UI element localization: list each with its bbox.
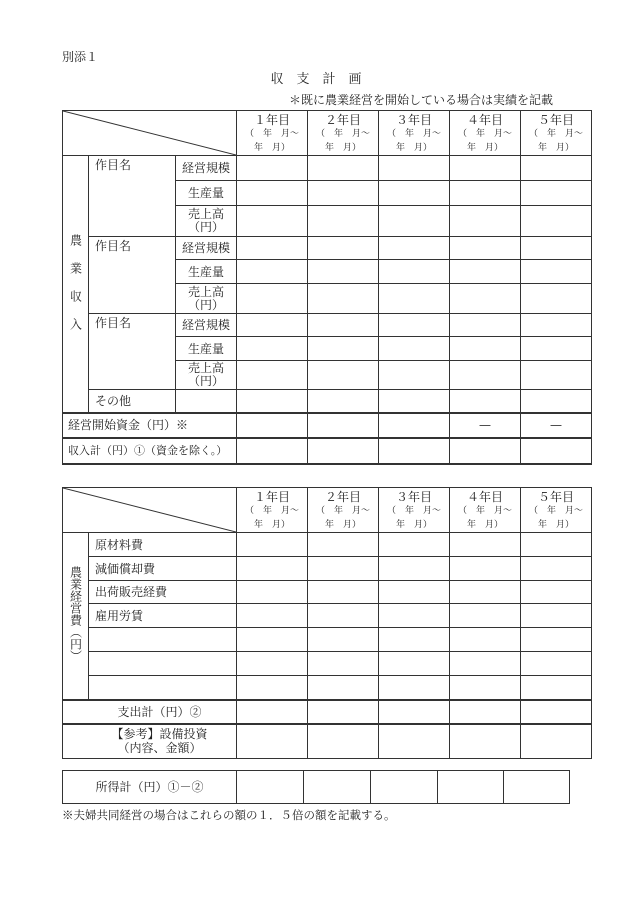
income-total-row — [63, 438, 592, 464]
year-header-1 — [237, 488, 308, 533]
header-corner-cell — [63, 488, 237, 533]
value-cell — [308, 724, 379, 759]
value-cell — [521, 557, 592, 581]
value-cell — [237, 438, 308, 464]
production-label: 生産量 — [176, 337, 237, 361]
value-cell — [379, 676, 450, 700]
value-cell — [521, 700, 592, 724]
value-cell — [521, 206, 592, 237]
value-cell — [379, 206, 450, 237]
header-row — [63, 488, 592, 533]
value-cell — [308, 676, 379, 700]
value-cell — [237, 181, 308, 206]
crop-name-label: 作目名 — [95, 158, 132, 172]
startup-fund-row — [63, 413, 592, 438]
value-cell — [450, 260, 521, 284]
value-cell — [237, 206, 308, 237]
value-cell — [450, 181, 521, 206]
value-cell — [237, 337, 308, 361]
table-row — [63, 628, 592, 652]
year-header-4 — [450, 488, 521, 533]
value-cell — [308, 628, 379, 652]
value-cell — [504, 771, 570, 804]
value-cell — [237, 581, 308, 604]
year-period-start: （ 年 月～ — [315, 506, 370, 516]
value-cell — [450, 438, 521, 464]
year-header-3 — [379, 111, 450, 156]
value-cell — [308, 314, 379, 337]
year-period-end: 年 月） — [396, 143, 433, 153]
expense-item-label: 雇用労賃 — [89, 604, 237, 628]
table-row — [63, 604, 592, 628]
value-cell — [308, 361, 379, 390]
value-cell — [521, 284, 592, 314]
value-cell — [379, 314, 450, 337]
value-cell — [237, 700, 308, 724]
blank-item-cell — [89, 676, 237, 700]
other-label: その他 — [89, 390, 176, 413]
value-cell — [521, 260, 592, 284]
net-income-row — [63, 771, 570, 804]
value-cell — [379, 724, 450, 759]
value-cell — [237, 533, 308, 557]
income-section-label: 農業収入 — [68, 234, 83, 347]
value-cell — [308, 652, 379, 676]
value-cell — [450, 700, 521, 724]
value-cell — [237, 652, 308, 676]
income-total-label: 収入計（円）①（資金を除く。） — [63, 438, 237, 464]
sales-label: 売上高 — [188, 207, 225, 221]
value-cell — [521, 181, 592, 206]
value-cell — [521, 438, 592, 464]
value-cell — [237, 314, 308, 337]
other-sub-cell — [176, 390, 237, 413]
not-applicable-dash: — — [521, 413, 592, 438]
year-header-5 — [521, 488, 592, 533]
value-cell — [450, 284, 521, 314]
sales-label-cell — [176, 284, 237, 314]
value-cell — [450, 206, 521, 237]
sales-label: 売上高 — [188, 284, 225, 299]
value-cell — [521, 676, 592, 700]
value-cell — [237, 260, 308, 284]
year-label: ３年目 — [396, 113, 433, 127]
value-cell — [379, 237, 450, 260]
value-cell — [308, 237, 379, 260]
year-label: １年目 — [253, 490, 290, 504]
value-cell — [521, 337, 592, 361]
value-cell — [308, 413, 379, 438]
table-row — [63, 581, 592, 604]
table-row — [63, 390, 592, 413]
table-row — [63, 237, 592, 260]
production-label: 生産量 — [176, 181, 237, 206]
expense-section-label: 農業経営費（円） — [68, 566, 83, 663]
value-cell — [450, 557, 521, 581]
value-cell — [304, 771, 371, 804]
net-income-table — [62, 770, 570, 804]
year-period-end: 年 月） — [253, 520, 290, 530]
year-period-start: （ 年 月～ — [316, 129, 371, 139]
header-row — [63, 111, 592, 156]
year-header-3 — [379, 488, 450, 533]
year-period-end: 年 月） — [467, 143, 504, 153]
net-income-label: 所得計（円）①－② — [63, 771, 237, 804]
value-cell — [237, 557, 308, 581]
year-period-start: （ 年 月～ — [528, 506, 583, 516]
reference-row — [63, 724, 592, 759]
value-cell — [308, 604, 379, 628]
year-period-start: （ 年 月～ — [458, 129, 513, 139]
value-cell — [308, 181, 379, 206]
value-cell — [237, 156, 308, 181]
year-period-end: 年 月） — [537, 520, 574, 530]
sales-unit: （円） — [188, 374, 225, 388]
value-cell — [237, 237, 308, 260]
year-period-start: （ 年 月～ — [245, 129, 300, 139]
sales-unit: （円） — [188, 297, 225, 312]
value-cell — [450, 337, 521, 361]
value-cell — [379, 337, 450, 361]
value-cell — [371, 771, 438, 804]
value-cell — [308, 557, 379, 581]
year-label: ４年目 — [467, 113, 504, 127]
scale-label: 経営規模 — [176, 156, 237, 181]
value-cell — [450, 533, 521, 557]
table-row — [63, 676, 592, 700]
year-period-start: （ 年 月～ — [386, 506, 441, 516]
value-cell — [379, 604, 450, 628]
value-cell — [521, 628, 592, 652]
page-title: 収 支 計 画 — [270, 72, 362, 87]
value-cell — [237, 390, 308, 413]
year-header-2 — [308, 488, 379, 533]
value-cell — [237, 284, 308, 314]
value-cell — [237, 771, 304, 804]
actuals-note: ＊既に農業経営を開始している場合は実績を記載 — [289, 93, 554, 107]
value-cell — [450, 652, 521, 676]
year-label: ２年目 — [325, 113, 362, 127]
attachment-label: 別添１ — [62, 50, 99, 64]
value-cell — [379, 628, 450, 652]
reference-label: 【参考】設備投資 — [111, 727, 208, 742]
expense-table — [62, 487, 592, 759]
reference-label-cell — [63, 724, 237, 759]
footnote: ※夫婦共同経営の場合はこれらの額の１．５倍の額を記載する。 — [62, 808, 396, 822]
value-cell — [379, 438, 450, 464]
year-period-end: 年 月） — [254, 143, 291, 153]
value-cell — [379, 390, 450, 413]
year-period-end: 年 月） — [395, 520, 432, 530]
value-cell — [379, 700, 450, 724]
table-row — [63, 557, 592, 581]
value-cell — [308, 156, 379, 181]
production-label: 生産量 — [176, 260, 237, 284]
year-period-end: 年 月） — [324, 520, 361, 530]
value-cell — [521, 390, 592, 413]
expense-total-row — [63, 700, 592, 724]
value-cell — [450, 390, 521, 413]
value-cell — [237, 628, 308, 652]
value-cell — [521, 604, 592, 628]
blank-item-cell — [89, 652, 237, 676]
header-diagonal-line — [63, 111, 236, 155]
value-cell — [521, 533, 592, 557]
crop-name-label: 作目名 — [95, 239, 132, 253]
year-header-4 — [450, 111, 521, 156]
value-cell — [379, 361, 450, 390]
income-section-cell — [63, 156, 89, 413]
value-cell — [237, 724, 308, 759]
year-label: ５年目 — [537, 490, 574, 504]
value-cell — [379, 284, 450, 314]
value-cell — [450, 676, 521, 700]
value-cell — [308, 206, 379, 237]
scale-label: 経営規模 — [176, 314, 237, 337]
crop-name-cell — [89, 156, 176, 237]
sales-label-cell — [176, 206, 237, 237]
startup-fund-label: 経営開始資金（円）※ — [63, 413, 237, 438]
year-label: ５年目 — [538, 113, 575, 127]
value-cell — [379, 156, 450, 181]
crop-name-cell — [89, 314, 176, 390]
value-cell — [308, 337, 379, 361]
header-corner-cell — [63, 111, 237, 156]
value-cell — [450, 156, 521, 181]
value-cell — [450, 581, 521, 604]
header-diagonal-line — [63, 488, 236, 532]
crop-name-label: 作目名 — [95, 316, 132, 330]
year-label: ３年目 — [395, 490, 432, 504]
blank-item-cell — [89, 628, 237, 652]
value-cell — [237, 361, 308, 390]
value-cell — [521, 581, 592, 604]
year-header-5 — [521, 111, 592, 156]
sales-label-cell — [176, 361, 237, 390]
value-cell — [237, 676, 308, 700]
value-cell — [308, 390, 379, 413]
sales-unit: （円） — [188, 220, 225, 234]
value-cell — [450, 628, 521, 652]
value-cell — [308, 581, 379, 604]
value-cell — [521, 314, 592, 337]
value-cell — [438, 771, 504, 804]
value-cell — [308, 533, 379, 557]
value-cell — [521, 724, 592, 759]
table-row — [63, 533, 592, 557]
value-cell — [379, 533, 450, 557]
year-period-end: 年 月） — [325, 143, 362, 153]
value-cell — [521, 237, 592, 260]
year-header-2 — [308, 111, 379, 156]
expense-item-label: 出荷販売経費 — [89, 581, 237, 604]
expense-section-cell — [63, 533, 89, 700]
value-cell — [450, 604, 521, 628]
value-cell — [308, 284, 379, 314]
year-period-end: 年 月） — [466, 520, 503, 530]
value-cell — [379, 181, 450, 206]
value-cell — [379, 260, 450, 284]
value-cell — [237, 604, 308, 628]
year-period-start: （ 年 月～ — [529, 129, 584, 139]
year-period-start: （ 年 月～ — [387, 129, 442, 139]
year-label: １年目 — [254, 113, 291, 127]
value-cell — [237, 413, 308, 438]
income-table — [62, 110, 592, 465]
value-cell — [308, 438, 379, 464]
value-cell — [308, 260, 379, 284]
year-header-1 — [237, 111, 308, 156]
year-label: ２年目 — [324, 490, 361, 504]
table-row — [63, 652, 592, 676]
value-cell — [379, 581, 450, 604]
sales-label: 売上高 — [188, 361, 225, 375]
value-cell — [521, 361, 592, 390]
year-period-end: 年 月） — [538, 143, 575, 153]
value-cell — [521, 652, 592, 676]
expense-item-label: 原材料費 — [89, 533, 237, 557]
expense-item-label: 減価償却費 — [89, 557, 237, 581]
value-cell — [379, 652, 450, 676]
scale-label: 経営規模 — [176, 237, 237, 260]
reference-sub-label: （内容、金額） — [117, 741, 202, 756]
year-period-start: （ 年 月～ — [244, 506, 299, 516]
crop-name-cell — [89, 237, 176, 314]
value-cell — [450, 361, 521, 390]
value-cell — [308, 700, 379, 724]
value-cell — [379, 557, 450, 581]
value-cell — [450, 724, 521, 759]
value-cell — [450, 314, 521, 337]
year-label: ４年目 — [466, 490, 503, 504]
not-applicable-dash: — — [450, 413, 521, 438]
value-cell — [379, 413, 450, 438]
year-period-start: （ 年 月～ — [457, 506, 512, 516]
value-cell — [521, 156, 592, 181]
table-row — [63, 314, 592, 337]
table-row — [63, 156, 592, 181]
expense-total-label: 支出計（円）② — [63, 700, 237, 724]
value-cell — [450, 237, 521, 260]
